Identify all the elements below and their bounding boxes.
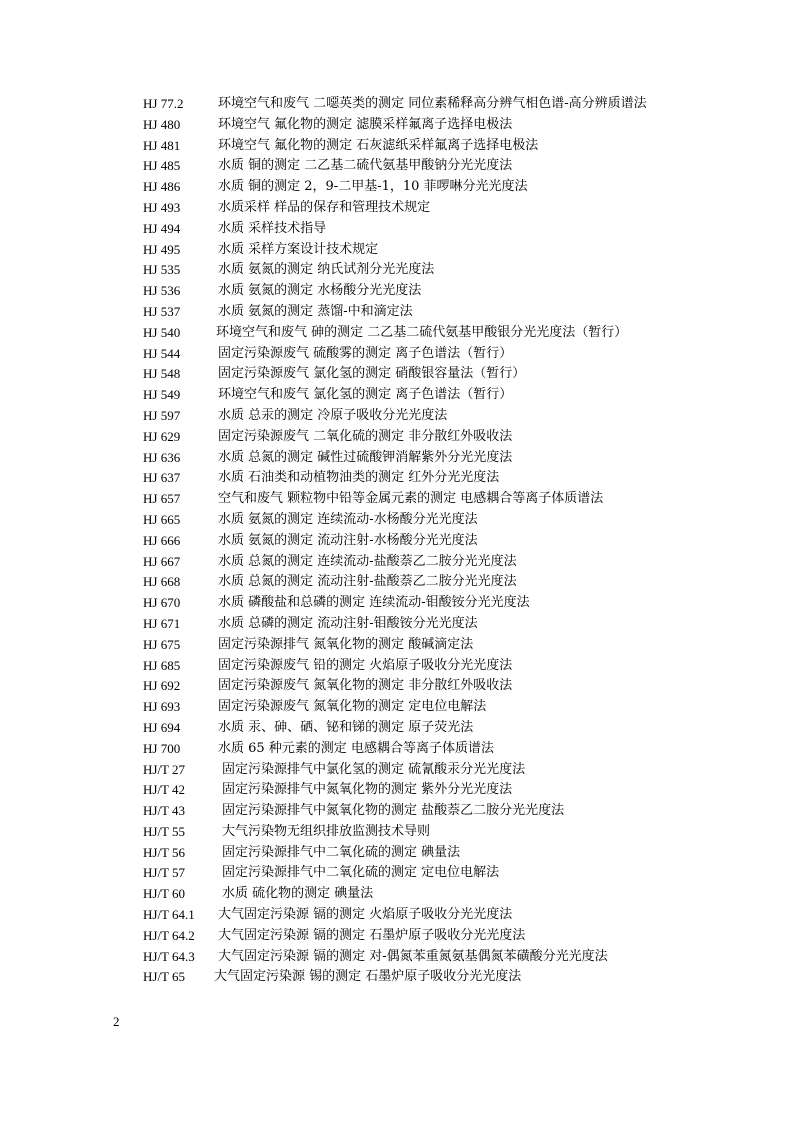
- standard-title: 固定污染源废气 硫酸雾的测定 离子色谱法（暂行）: [218, 345, 513, 361]
- standard-code: HJ 668: [143, 574, 181, 590]
- standard-title: 水质 石油类和动植物油类的测定 红外分光光度法: [218, 470, 500, 486]
- standard-row: [143, 489, 703, 510]
- standard-code: HJ/T 43: [143, 803, 186, 819]
- standard-title: 水质 硫化物的测定 碘量法: [222, 886, 374, 902]
- standard-row: [143, 385, 703, 406]
- standard-code: HJ 486: [143, 179, 181, 195]
- standard-row: [143, 967, 703, 988]
- standard-code: HJ/T 65: [143, 969, 186, 985]
- standard-code: HJ 494: [143, 220, 181, 236]
- standard-code: HJ/T 56: [143, 844, 186, 860]
- standard-row: [143, 905, 703, 926]
- standard-code: HJ/T 27: [143, 761, 186, 777]
- standard-title: 大气固定污染源 镉的测定 火焰原子吸收分光光度法: [218, 907, 513, 923]
- standard-title: 固定污染源排气中二氧化硫的测定 碘量法: [222, 844, 461, 860]
- standard-row: [143, 406, 703, 427]
- standard-row: [143, 822, 703, 843]
- page-number: 2: [113, 1014, 120, 1029]
- standard-code: HJ 544: [143, 345, 181, 361]
- standard-row: [143, 676, 703, 697]
- standard-row: [143, 863, 703, 884]
- standard-code: HJ 657: [143, 491, 181, 507]
- standard-title: 固定污染源排气 氮氧化物的测定 酸碱滴定法: [218, 636, 474, 652]
- standard-code: HJ 537: [143, 303, 181, 319]
- standard-title: 固定污染源废气 氮氧化物的测定 定电位电解法: [218, 699, 487, 715]
- standard-row: [143, 136, 703, 157]
- standard-code: HJ 666: [143, 532, 181, 548]
- standard-code: HJ/T 57: [143, 865, 186, 881]
- standard-code: HJ 77.2: [143, 96, 184, 111]
- standard-title: 环境空气 氟化物的测定 石灰滤纸采样氟离子选择电极法: [218, 137, 539, 153]
- standard-title: 水质 磷酸盐和总磷的测定 连续流动-钼酸铵分光光度法: [218, 595, 530, 611]
- standard-row: [143, 884, 703, 905]
- standard-code: HJ 694: [143, 719, 181, 735]
- standard-row: [143, 801, 703, 822]
- standard-row: [143, 198, 703, 219]
- standard-title: 固定污染源排气中氯化氢的测定 硫氰酸汞分光光度法: [222, 761, 526, 777]
- standard-code: HJ/T 60: [143, 886, 186, 902]
- standard-row: [143, 177, 703, 198]
- standard-row: [143, 531, 703, 552]
- standard-code: HJ/T 64.2: [143, 927, 195, 943]
- standard-code: HJ 536: [143, 283, 181, 299]
- standard-code: HJ 675: [143, 636, 181, 652]
- standard-row: [143, 344, 703, 365]
- standard-row: [143, 427, 703, 448]
- standard-title: 水质 65 种元素的测定 电感耦合等离子体质谱法: [218, 740, 494, 756]
- standard-row: [143, 240, 703, 261]
- standard-title: 环境空气和废气 二噁英类的测定 同位素稀释高分辨气相色谱-高分辨质谱法: [218, 96, 647, 111]
- standard-title: 固定污染源废气 铅的测定 火焰原子吸收分光光度法: [218, 657, 513, 673]
- standard-row: [143, 780, 703, 801]
- standard-code: HJ 481: [143, 137, 181, 153]
- standard-row: [143, 364, 703, 385]
- standard-row: [143, 635, 703, 656]
- standard-title: 水质 总氮的测定 流动注射-盐酸萘乙二胺分光光度法: [218, 574, 517, 590]
- standard-title: 空气和废气 颗粒物中铅等金属元素的测定 电感耦合等离子体质谱法: [218, 491, 604, 507]
- standard-code: HJ 667: [143, 553, 181, 569]
- standard-row: [143, 281, 703, 302]
- standard-row: [143, 219, 703, 240]
- standard-code: HJ 549: [143, 387, 181, 403]
- standard-code: HJ 685: [143, 657, 181, 673]
- standard-title: 大气固定污染源 镉的测定 对-偶氮苯重氮氨基偶氮苯磺酸分光光度法: [218, 948, 608, 964]
- standard-row: [143, 926, 703, 947]
- standard-code: HJ 670: [143, 595, 181, 611]
- standard-row: [143, 614, 703, 635]
- standard-title: 固定污染源排气中氮氧化物的测定 盐酸萘乙二胺分光光度法: [222, 803, 565, 819]
- standard-title: 环境空气和废气 氯化氢的测定 离子色谱法（暂行）: [218, 387, 513, 403]
- standard-title: 固定污染源废气 氯化氢的测定 硝酸银容量法（暂行）: [218, 366, 526, 382]
- standard-code: HJ 495: [143, 241, 181, 257]
- standard-title: 大气固定污染源 镉的测定 石墨炉原子吸收分光光度法: [218, 927, 526, 943]
- standard-title: 大气污染物无组织排放监测技术导则: [222, 823, 431, 839]
- standard-row: [143, 94, 703, 115]
- standard-row: [143, 468, 703, 489]
- standard-code: HJ 597: [143, 407, 181, 423]
- standard-code: HJ 493: [143, 199, 181, 215]
- standard-title: 水质 氨氮的测定 纳氏试剂分光光度法: [218, 262, 435, 278]
- standard-code: HJ 671: [143, 615, 181, 631]
- standard-code: HJ 629: [143, 428, 181, 444]
- standard-row: [143, 260, 703, 281]
- standard-code: HJ 693: [143, 699, 181, 715]
- standard-code: HJ 485: [143, 158, 181, 174]
- standard-title: 固定污染源排气中氮氧化物的测定 紫外分光光度法: [222, 782, 513, 798]
- standard-title: 大气固定污染源 锡的测定 石墨炉原子吸收分光光度法: [214, 969, 522, 985]
- standard-row: [143, 593, 703, 614]
- standard-title: 固定污染源废气 二氧化硫的测定 非分散红外吸收法: [218, 428, 513, 444]
- standard-title: 水质 氨氮的测定 水杨酸分光光度法: [218, 283, 422, 299]
- standard-row: [143, 572, 703, 593]
- standard-row: [143, 448, 703, 469]
- standard-title: 水质 总氮的测定 碱性过硫酸钾消解紫外分光光度法: [218, 449, 513, 465]
- standard-code: HJ 548: [143, 366, 181, 382]
- standard-row: [143, 947, 703, 968]
- standard-code: HJ/T 64.1: [143, 907, 195, 923]
- standard-code: HJ/T 55: [143, 823, 186, 839]
- standard-title: 水质 铜的测定 二乙基二硫代氨基甲酸钠分光光度法: [218, 158, 513, 174]
- standard-code: HJ 700: [143, 740, 181, 756]
- standard-row: [143, 718, 703, 739]
- standard-code: HJ 665: [143, 511, 181, 527]
- standard-row: [143, 697, 703, 718]
- standard-code: HJ 692: [143, 678, 181, 694]
- standard-code: HJ 637: [143, 470, 181, 486]
- standard-code: HJ/T 64.3: [143, 948, 195, 964]
- standard-title: 水质 铜的测定 2，9-二甲基-1，10 菲啰啉分光光度法: [218, 179, 528, 195]
- standard-code: HJ 480: [143, 116, 181, 132]
- standard-title: 水质 总磷的测定 流动注射-钼酸铵分光光度法: [218, 615, 478, 631]
- standard-code: HJ 636: [143, 449, 181, 465]
- standard-row: [143, 656, 703, 677]
- standard-row: [143, 115, 703, 136]
- standard-row: [143, 156, 703, 177]
- standard-title: 水质 采样方案设计技术规定: [218, 241, 379, 257]
- standard-title: 固定污染源排气中二氧化硫的测定 定电位电解法: [222, 865, 500, 881]
- standard-title: 环境空气和废气 砷的测定 二乙基二硫代氨基甲酸银分光光度法（暂行）: [216, 324, 628, 340]
- standard-title: 环境空气 氟化物的测定 滤膜采样氟离子选择电极法: [218, 116, 513, 132]
- standard-row: [143, 510, 703, 531]
- standard-code: HJ/T 42: [143, 782, 186, 798]
- standard-title: 水质采样 样品的保存和管理技术规定: [218, 199, 431, 215]
- standard-title: 水质 总氮的测定 连续流动-盐酸萘乙二胺分光光度法: [218, 553, 517, 569]
- standard-row: [143, 323, 703, 344]
- standard-code: HJ 540: [143, 324, 181, 340]
- standards-list: [143, 94, 703, 988]
- standard-row: [143, 552, 703, 573]
- standard-title: 固定污染源废气 氮氧化物的测定 非分散红外吸收法: [218, 678, 513, 694]
- standard-title: 水质 汞、砷、硒、铋和锑的测定 原子荧光法: [218, 719, 474, 735]
- standard-title: 水质 氨氮的测定 流动注射-水杨酸分光光度法: [218, 532, 478, 548]
- standard-title: 水质 总汞的测定 冷原子吸收分光光度法: [218, 407, 448, 423]
- standard-title: 水质 氨氮的测定 蒸馏-中和滴定法: [218, 303, 413, 319]
- standard-code: HJ 535: [143, 262, 181, 278]
- standard-row: [143, 760, 703, 781]
- standard-row: [143, 302, 703, 323]
- standard-title: 水质 氨氮的测定 连续流动-水杨酸分光光度法: [218, 511, 478, 527]
- standard-title: 水质 采样技术指导: [218, 220, 327, 236]
- standard-row: [143, 843, 703, 864]
- standard-row: [143, 739, 703, 760]
